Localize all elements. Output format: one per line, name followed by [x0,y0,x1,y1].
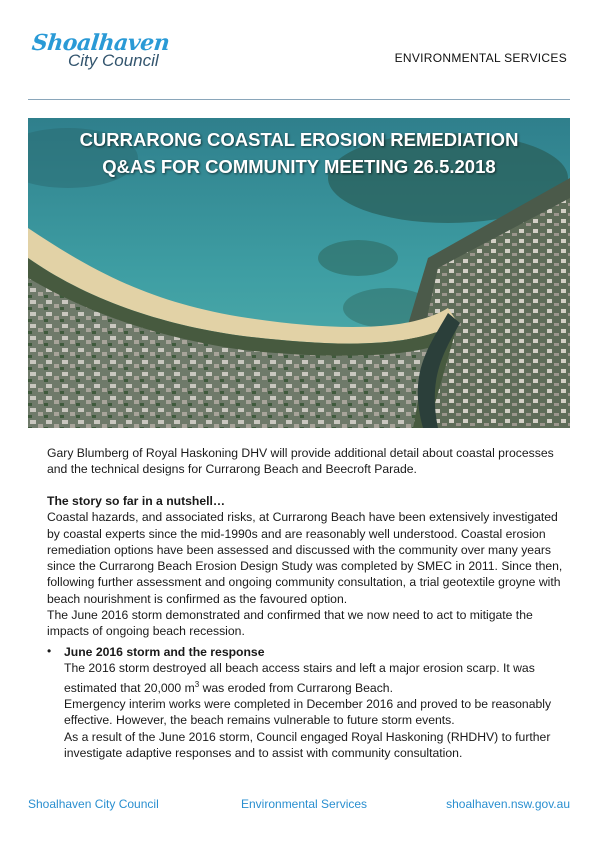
header-divider [28,99,570,100]
story-paragraph-2: The June 2016 storm demonstrated and confirmed that we now need to act to mitigate the impacts of ongoing beach recession. [47,608,533,639]
council-logo [28,30,188,78]
footer-council-name: Shoalhaven City Council [28,797,159,811]
intro-text: Gary Blumberg of Royal Haskoning DHV will provide additional detail about coastal processes and the technical designs for Currarong Beach and Beecroft Parade. [47,446,554,477]
bullet-marker: • [47,644,52,658]
title-line-2: Q&AS FOR COMMUNITY MEETING 26.5.2018 [102,156,496,177]
storm-line-1: The 2016 storm destroyed all beach access stairs and left a major erosion scarp. It was [64,661,535,676]
storm-line-2 [64,677,572,696]
story-heading: The story so far in a nutshell… [47,494,226,508]
storm-line-4: As a result of the June 2016 storm, Council engaged Royal Haskoning (RHDHV) to further investigate adaptive responses and to assist with community consultation. [64,729,551,760]
storm-line-3: Emergency interim works were completed in December 2016 and proved to be reasonably effective. However, the beach remains vulnerable to future storm events. [64,696,552,728]
story-paragraph-1: Coastal hazards, and associated risks, at Currarong Beach have been extensively investigated by coastal experts since the mid-1990s and are reasonably well understood. Coastal erosion remediation options have been assessed and discussed with the community over many years since the Currarong Beach Erosion Design Study was completed by SMEC in 2011. Since then, following further assessment and ongoing community consultation, a trial geotextile groyne with beach nourishment is confirmed as the favoured option. [47,510,563,606]
storm-response-section [64,644,572,761]
title-line-1: CURRARONG COASTAL EROSION REMEDIATION [79,129,519,150]
logo-wordmark: Shoalhaven [30,30,171,56]
footer-website-link[interactable]: shoalhaven.nsw.gov.au [446,797,570,811]
storm-heading: June 2016 storm and the response [64,645,265,659]
footer-department: Environmental Services [241,797,368,811]
hero-aerial-image [28,118,570,428]
storm-line-2-tail: was eroded from Currarong Beach. [199,680,393,695]
storm-line-2-text: estimated that 20,000 m [64,680,195,695]
cubic-superscript: 3 [194,679,200,689]
story-section [47,493,572,640]
intro-paragraph [47,445,572,478]
logo-subtitle: City Council [68,51,159,70]
document-title [28,126,570,180]
department-label: ENVIRONMENTAL SERVICES [394,51,567,65]
